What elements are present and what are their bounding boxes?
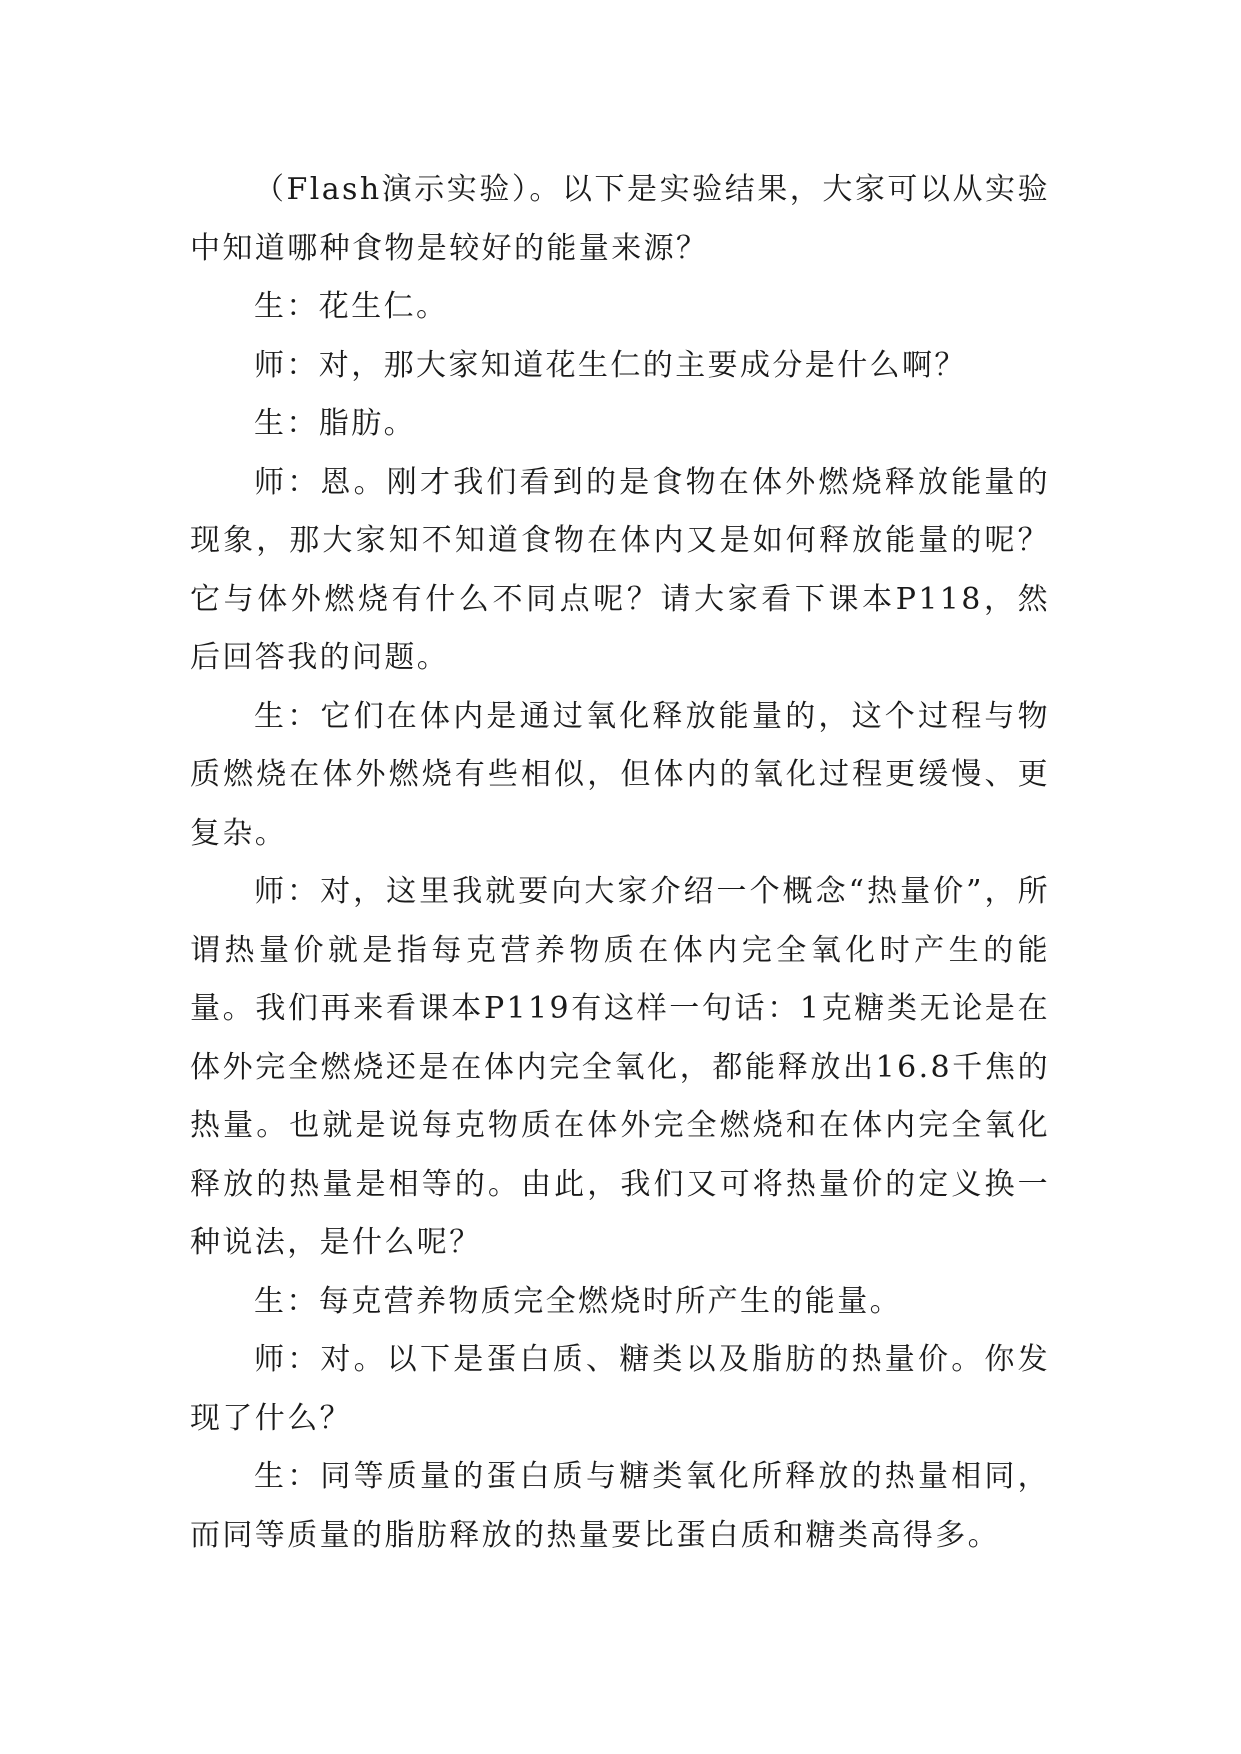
paragraph-student-definition: 生：每克营养物质完全燃烧时所产生的能量。 <box>254 1283 902 1319</box>
paragraph-student-oxidation: 生：它们在体内是通过氧化释放能量的，这个过程与物质燃烧在体外燃烧有些相似，但体内的氧化过程更缓慢、更复杂。 <box>190 698 1050 851</box>
paragraph-teacher-question-peanut: 师：对，那大家知道花生仁的主要成分是什么啊？ <box>254 347 967 383</box>
paragraph-flash-experiment: （Flash演示实验）。以下是实验结果，大家可以从实验中知道哪种食物是较好的能量来源？ <box>190 172 1050 266</box>
paragraph-student-conclusion: 生：同等质量的蛋白质与糖类氧化所释放的热量相同，而同等质量的脂肪释放的热量要比蛋白质和糖类高得多。 <box>190 1459 1050 1553</box>
paragraph-teacher-comparison: 师：对。以下是蛋白质、糖类以及脂肪的热量价。你发现了什么？ <box>190 1342 1050 1436</box>
paragraph-student-answer-peanut: 生：花生仁。 <box>254 289 449 324</box>
paragraph-student-answer-fat: 生：脂肪。 <box>254 406 416 441</box>
paragraph-teacher-energy-release: 师：恩。刚才我们看到的是食物在体外燃烧释放能量的现象，那大家知不知道食物在体内又是如何释放能量的呢？它与体外燃烧有什么不同点呢？请大家看下课本P118，然后回答我的问题。 <box>190 464 1050 675</box>
paragraph-teacher-caloric-value: 师：对，这里我就要向大家介绍一个概念“热量价”，所谓热量价就是指每克营养物质在体内完全氧化时产生的能量。我们再来看课本P119有这样一句话：1克糖类无论是在体外完全燃烧还是在体内完全氧化，都能释放出16.8千焦的热量。也就是说每克物质在体外完全燃烧和在体内完全氧化释放的热量是相等的。由此，我们又可将热量价的定义换一种说法，是什么呢？ <box>190 874 1050 1260</box>
document-body <box>190 161 1050 1565</box>
